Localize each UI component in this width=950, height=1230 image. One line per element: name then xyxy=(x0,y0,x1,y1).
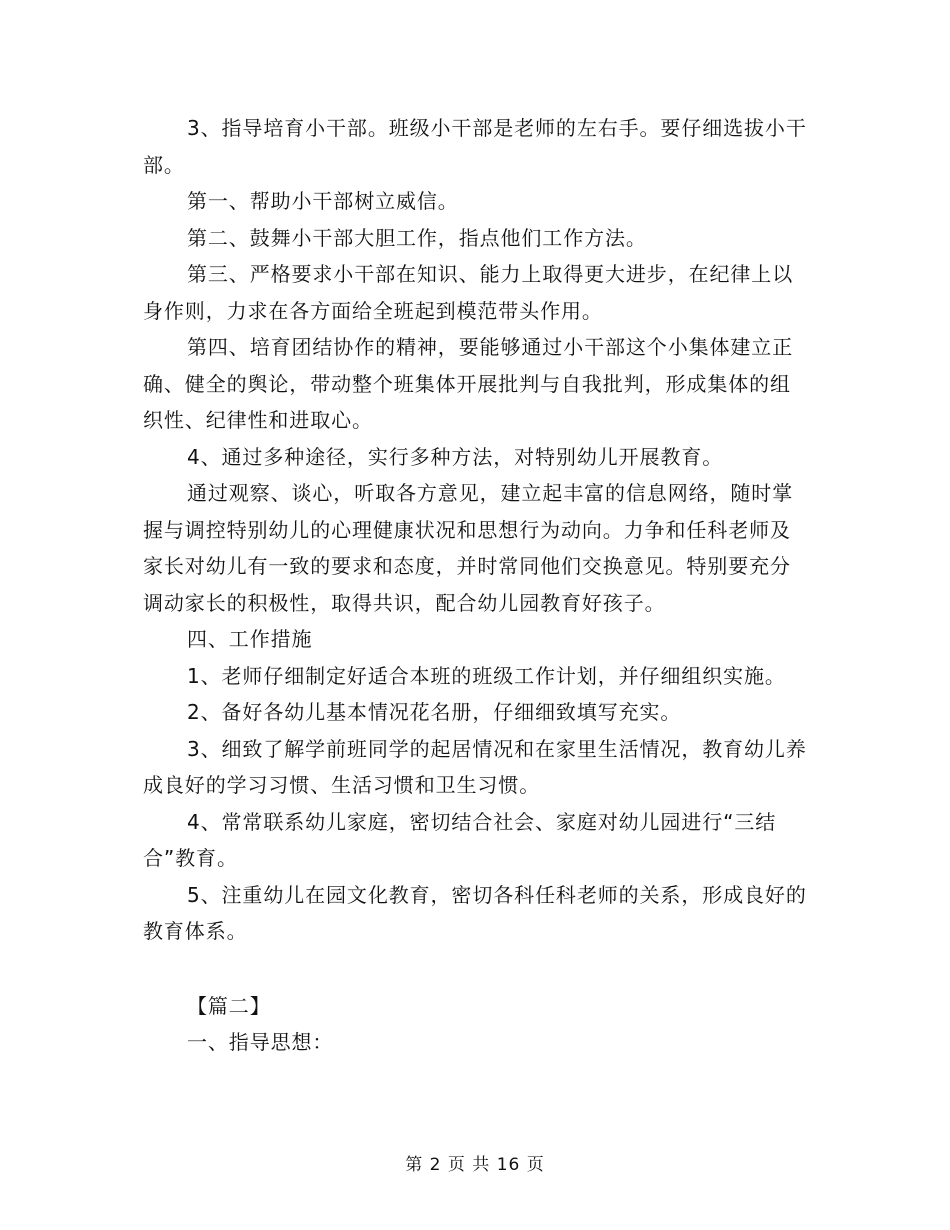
paragraph: 1、老师仔细制定好适合本班的班级工作计划，并仔细组织实施。 xyxy=(187,663,786,688)
section-heading: 四、工作措施 xyxy=(187,627,313,651)
paragraph: 通过观察、谈心，听取各方意见，建立起丰富的信息网络，随时掌握与调控特别幼儿的心理健康状况和思想行为动向。力争和任科老师及家长对幼儿有一致的要求和态度，并时常同他们交换意见。特别要充分调动家长的积极性，取得共识，配合幼儿园教育好孩子。 xyxy=(143,481,794,615)
paragraph: 第二、鼓舞小干部大胆工作，指点他们工作方法。 xyxy=(187,225,647,250)
paragraph: 4、常常联系幼儿家庭，密切结合社会、家庭对幼儿园进行“三结合”教育。 xyxy=(143,809,777,870)
part-title: 【篇二】 xyxy=(187,993,271,1018)
paragraph: 3、细致了解学前班同学的起居情况和在家里生活情况，教育幼儿养成良好的学习习惯、生活习惯和卫生习惯。 xyxy=(143,736,807,797)
page-footer: 第 2 页 共 16 页 xyxy=(405,1155,545,1175)
section-gap xyxy=(143,950,811,988)
document-body xyxy=(143,110,811,1061)
paragraph: 4、通过多种途径，实行多种方法，对特别幼儿开展教育。 xyxy=(187,444,724,469)
paragraph: 第四、培育团结协作的精神，要能够通过小干部这个小集体建立正确、健全的舆论，带动整个班集体开展批判与自我批判，形成集体的组织性、纪律性和进取心。 xyxy=(143,335,794,432)
paragraph: 3、指导培育小干部。班级小干部是老师的左右手。要仔细选拔小干部。 xyxy=(143,116,807,177)
paragraph: 第一、帮助小干部树立威信。 xyxy=(187,189,459,213)
paragraph: 第三、严格要求小干部在知识、能力上取得更大进步，在纪律上以身作则，力求在各方面给全班起到模范带头作用。 xyxy=(143,262,794,323)
section-heading: 一、指导思想： xyxy=(187,1030,334,1054)
paragraph: 2、备好各幼儿基本情况花名册，仔细细致填写充实。 xyxy=(187,700,682,724)
paragraph: 5、注重幼儿在园文化教育，密切各科任科老师的关系，形成良好的教育体系。 xyxy=(143,882,807,943)
